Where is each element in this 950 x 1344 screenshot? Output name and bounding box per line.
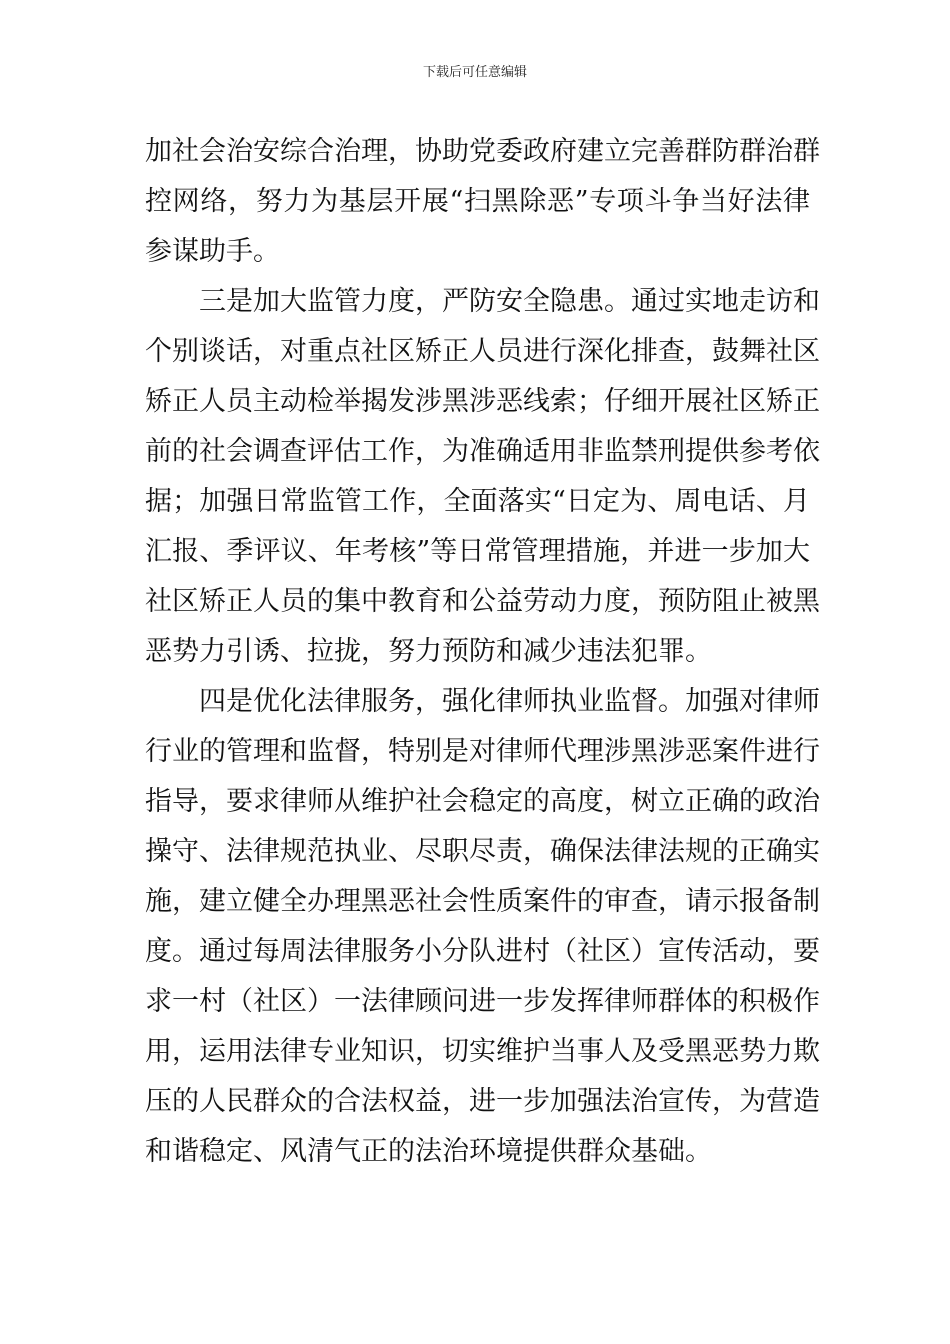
body-line: 用，运用法律专业知识，切实维护当事人及受黑恶势力欺 — [145, 1036, 820, 1067]
body-line: 求一村（社区）一法律顾问进一步发挥律师群体的积极作 — [145, 986, 820, 1017]
body-line: 行业的管理和监督，特别是对律师代理涉黑涉恶案件进行 — [145, 736, 820, 767]
body-line: 前的社会调查评估工作，为准确适用非监禁刑提供参考依 — [145, 436, 820, 467]
body-line: 施，建立健全办理黑恶社会性质案件的审查，请示报备制 — [145, 886, 820, 917]
body-line: 和谐稳定、风清气正的法治环境提供群众基础。 — [145, 1136, 712, 1167]
body-line: 控网络，努力为基层开展“扫黑除恶”专项斗争当好法律 — [145, 186, 810, 217]
body-line: 个别谈话，对重点社区矫正人员进行深化排查，鼓舞社区 — [145, 336, 820, 367]
body-line: 据；加强日常监管工作，全面落实“日定为、周电话、月 — [145, 486, 810, 517]
body-line: 加社会治安综合治理，协助党委政府建立完善群防群治群 — [145, 136, 820, 167]
body-line: 汇报、季评议、年考核”等日常管理措施，并进一步加大 — [145, 536, 810, 567]
body-line: 三是加大监管力度，严防安全隐患。通过实地走访和 — [145, 286, 820, 317]
body-line: 压的人民群众的合法权益，进一步加强法治宣传，为营造 — [145, 1086, 820, 1117]
body-line: 矫正人员主动检举揭发涉黑涉恶线索；仔细开展社区矫正 — [145, 386, 820, 417]
body-line: 社区矫正人员的集中教育和公益劳动力度，预防阻止被黑 — [145, 586, 820, 617]
body-line: 恶势力引诱、拉拢，努力预防和减少违法犯罪。 — [145, 636, 712, 667]
body-line: 参谋助手。 — [145, 236, 280, 267]
body-line: 度。通过每周法律服务小分队进村（社区）宣传活动，要 — [145, 936, 820, 967]
page-header-note: 下载后可任意编辑 — [422, 65, 527, 80]
body-line: 操守、法律规范执业、尽职尽责，确保法律法规的正确实 — [145, 836, 820, 867]
body-line: 指导，要求律师从维护社会稳定的高度，树立正确的政治 — [145, 786, 820, 817]
body-line: 四是优化法律服务，强化律师执业监督。加强对律师 — [145, 686, 820, 717]
